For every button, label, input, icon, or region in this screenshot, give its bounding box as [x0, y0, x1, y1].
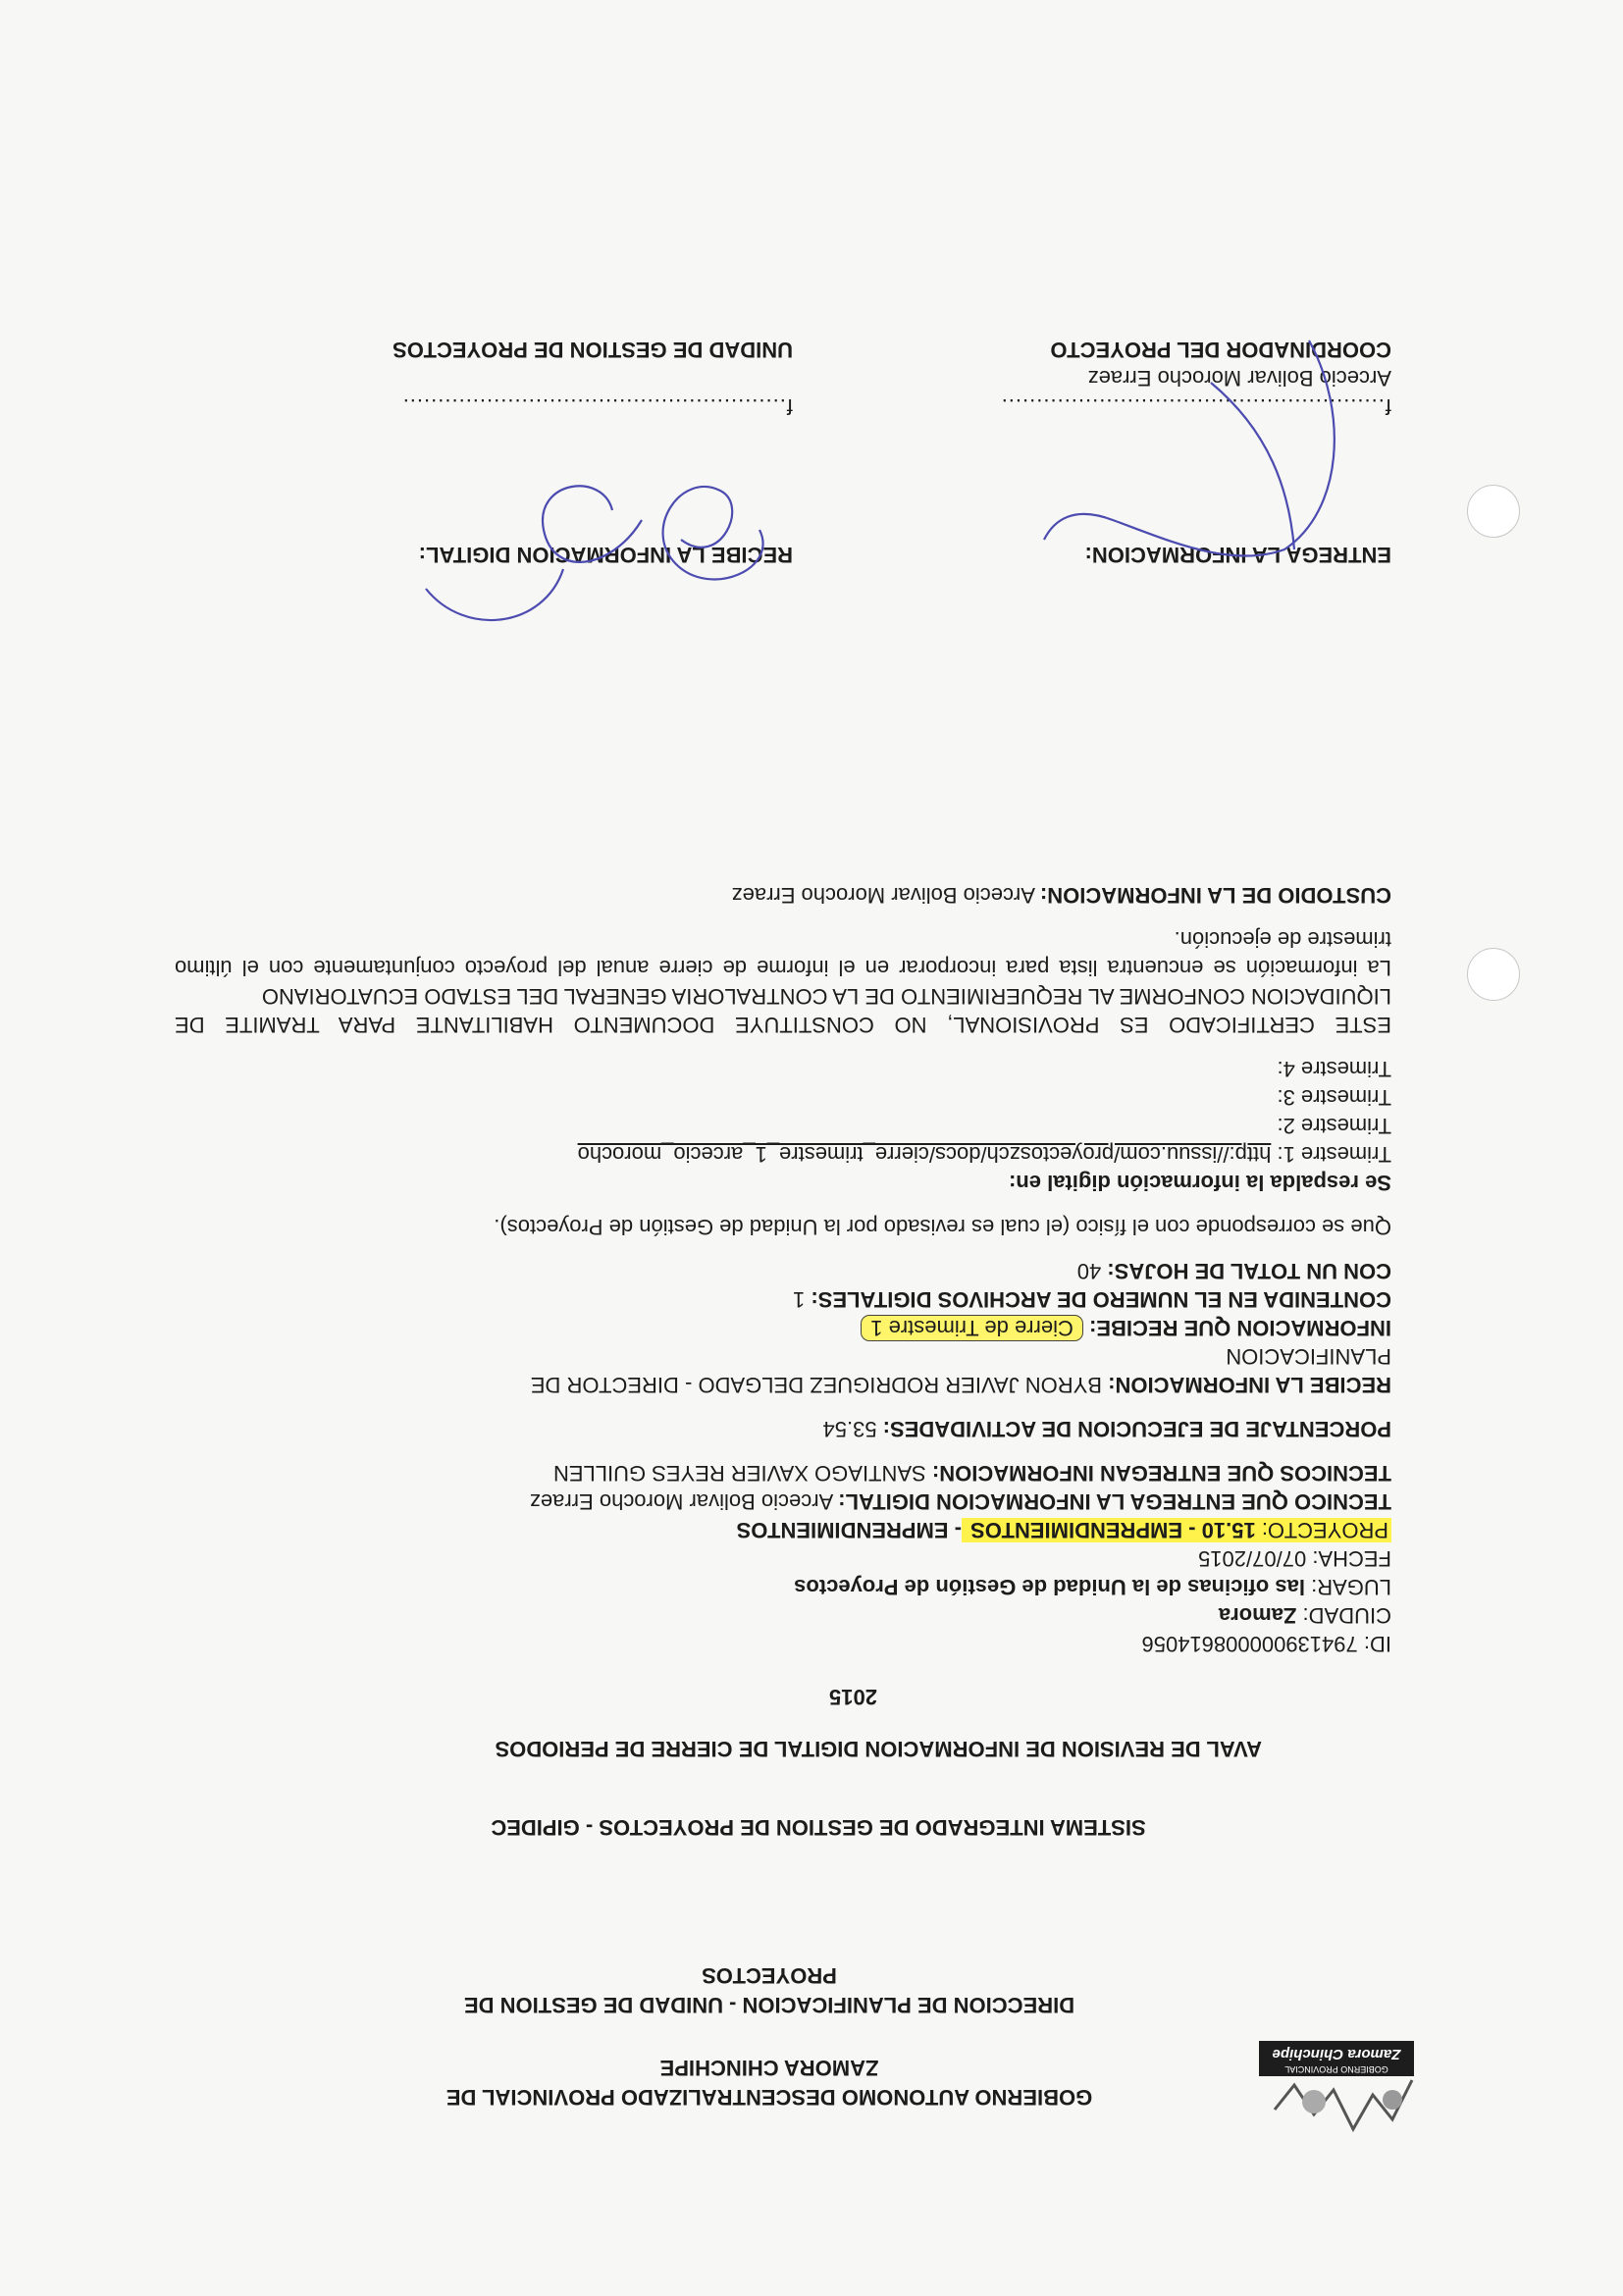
signature-line-left	[1001, 392, 1391, 421]
dept-line-1: DIRECCION DE PLANIFICACION - UNIDAD DE GESTION DE	[463, 1993, 1075, 2017]
trimestre-4-line: Trimestre 4:	[1277, 1057, 1391, 1081]
recibe-label: RECIBE LA INFORMACION:	[1108, 1373, 1391, 1397]
tecnico-value: Arcecio Bolivar Morocho Erraez	[529, 1489, 834, 1514]
dept-line-2: PROYECTOS	[702, 1963, 837, 1988]
recibe-line-2: PLANIFICACION	[1226, 1344, 1391, 1369]
trimestre-3-line: Trimestre 3:	[1277, 1085, 1391, 1110]
logo-emblem-icon	[1245, 2070, 1432, 2139]
document-year: 2015	[829, 1685, 877, 1709]
recibe-value: BYRON JAVIER RODRIGUEZ DELGADO - DIRECTOR DE	[530, 1373, 1103, 1397]
info-value: Cierre de Trimestre 1	[861, 1315, 1083, 1341]
logo-band	[1259, 2041, 1414, 2076]
document-body	[175, 881, 1391, 1658]
porcentaje-value: 53.54	[822, 1417, 877, 1441]
hojas-line	[175, 1257, 1391, 1285]
logo-name: Zamora Chinchipe	[1272, 2046, 1401, 2062]
signature-left	[1001, 336, 1391, 569]
provincial-logo	[1245, 2031, 1432, 2139]
signature-right	[393, 336, 793, 569]
proyecto-value: 15.10 - EMPRENDIMIENTOS	[970, 1518, 1256, 1542]
document-header	[328, 1960, 1211, 2112]
ciudad-line	[175, 1601, 1391, 1630]
id-line	[175, 1630, 1391, 1658]
respaldo-heading: Se respalda la información digital en:	[1009, 1171, 1391, 1195]
hojas-label: CON UN TOTAL DE HOJAS:	[1107, 1259, 1391, 1283]
info-label: INFORMACION QUE RECIBE:	[1089, 1316, 1391, 1340]
proyecto-suffix: - EMPRENDIMIENTOS	[736, 1518, 962, 1542]
id-value: 79413900000861405​6	[1141, 1632, 1358, 1656]
id-label: ID:	[1363, 1632, 1391, 1656]
proyecto-label: PROYECTO:	[1261, 1518, 1388, 1542]
left-signer-name: Arcecio Bolivar Morocho Erraez	[1087, 366, 1391, 391]
custodio-label: CUSTODIO DE LA INFORMACION:	[1039, 883, 1391, 908]
punch-hole-bottom	[1467, 485, 1520, 538]
porcentaje-label: PORCENTAJE DE EJECUCION DE ACTIVIDADES:	[882, 1417, 1391, 1441]
logo-small-text: GOBIERNO PROVINCIAL	[1284, 2064, 1388, 2074]
lugar-value: las oficinas de la Unidad de Gestión de Proyectos	[794, 1575, 1305, 1599]
proyecto-line	[175, 1516, 1391, 1544]
fecha-value: 07/07/2015	[1198, 1546, 1307, 1571]
trimestre-2-line: Trimestre 2:	[1277, 1114, 1391, 1138]
ciudad-label: CIUDAD:	[1302, 1603, 1391, 1628]
org-line-2: ZAMORA CHINCHIPE	[659, 2056, 879, 2080]
nota-text: La información se encuentra lista para incorporar en el informe de cierre anual del proyecto conjuntamente con el último trimestre de ejecución.	[175, 927, 1391, 980]
custodio-line	[175, 881, 1391, 910]
fecha-line	[175, 1544, 1391, 1573]
porcentaje-line	[175, 1415, 1391, 1443]
recibe-line	[175, 1371, 1391, 1399]
tecnico-line	[175, 1487, 1391, 1516]
ciudad-value: Zamora	[1218, 1603, 1297, 1628]
tecnicos-value: SANTIAGO XAVIER REYES GUILLEN	[552, 1461, 926, 1486]
fecha-label: FECHA:	[1312, 1546, 1391, 1571]
archivos-line	[175, 1285, 1391, 1314]
document-title: AVAL DE REVISION DE INFORMACION DIGITAL DE CIERRE DE PERIODOS	[495, 1737, 1262, 1761]
trimestre-1-line	[175, 1140, 1391, 1169]
signature-line-right	[393, 392, 793, 421]
tecnicos-label: TECNICOS QUE ENTREGAN INFORMACION:	[931, 1461, 1391, 1486]
archivos-label: CONTENIDA EN EL NUMERO DE ARCHIVOS DIGITALES:	[811, 1287, 1391, 1312]
corresponde-text: Que se corresponde con el físico (el cual es revisado por la Unidad de Gestión de Proyectos).	[494, 1215, 1391, 1239]
trimestre-1-label: Trimestre 1:	[1277, 1142, 1391, 1167]
hojas-value: 40	[1076, 1259, 1102, 1283]
org-line-1: GOBIERNO AUTONOMO DESCENTRALIZADO PROVINCIAL DE	[445, 2085, 1093, 2110]
lugar-label: LUGAR:	[1311, 1575, 1391, 1599]
dots-left: ......................................................	[1000, 394, 1378, 419]
right-signer-role: UNIDAD DE GESTION DE PROYECTOS	[393, 338, 793, 362]
system-name: SISTEMA INTEGRADO DE GESTION DE PROYECTOS - GIPIDEC	[491, 1815, 1146, 1840]
tecnicos-line	[175, 1459, 1391, 1487]
disclaimer-text: ESTE CERTIFICADO ES PROVISIONAL, NO CONSTITUYE DOCUMENTO HABILITANTE PARA TRAMITE DE LIQUIDACION CONFORME AL REQUERIMIENTO DE LA CONTRALORIA GENERAL DEL ESTADO ECUATORIANO	[175, 984, 1391, 1037]
f-label-left: f.	[1377, 394, 1391, 419]
tecnico-label: TECNICO QUE ENTREGA LA INFORMACION DIGITAL:	[838, 1489, 1391, 1514]
f-label-right: f.	[778, 394, 793, 419]
archivos-value: 1	[793, 1287, 806, 1312]
dots-right: ......................................................	[401, 394, 779, 419]
lugar-line	[175, 1573, 1391, 1601]
info-line	[175, 1314, 1391, 1342]
recibe-digital-heading: RECIBE LA INFORMACION DIGITAL:	[418, 543, 793, 567]
custodio-value: Arcecio Bolivar Morocho Erraez	[731, 883, 1035, 908]
entrega-heading: ENTREGA LA INFORMACION:	[1084, 543, 1391, 567]
left-signer-role: COORDINADOR DEL PROYECTO	[1050, 338, 1391, 362]
punch-hole-top	[1467, 948, 1520, 1001]
trimestre-1-link[interactable]: http://issuu.com/proyectoszch/docs/cierre_trimestre_1_arcecio_morocho	[577, 1142, 1272, 1167]
